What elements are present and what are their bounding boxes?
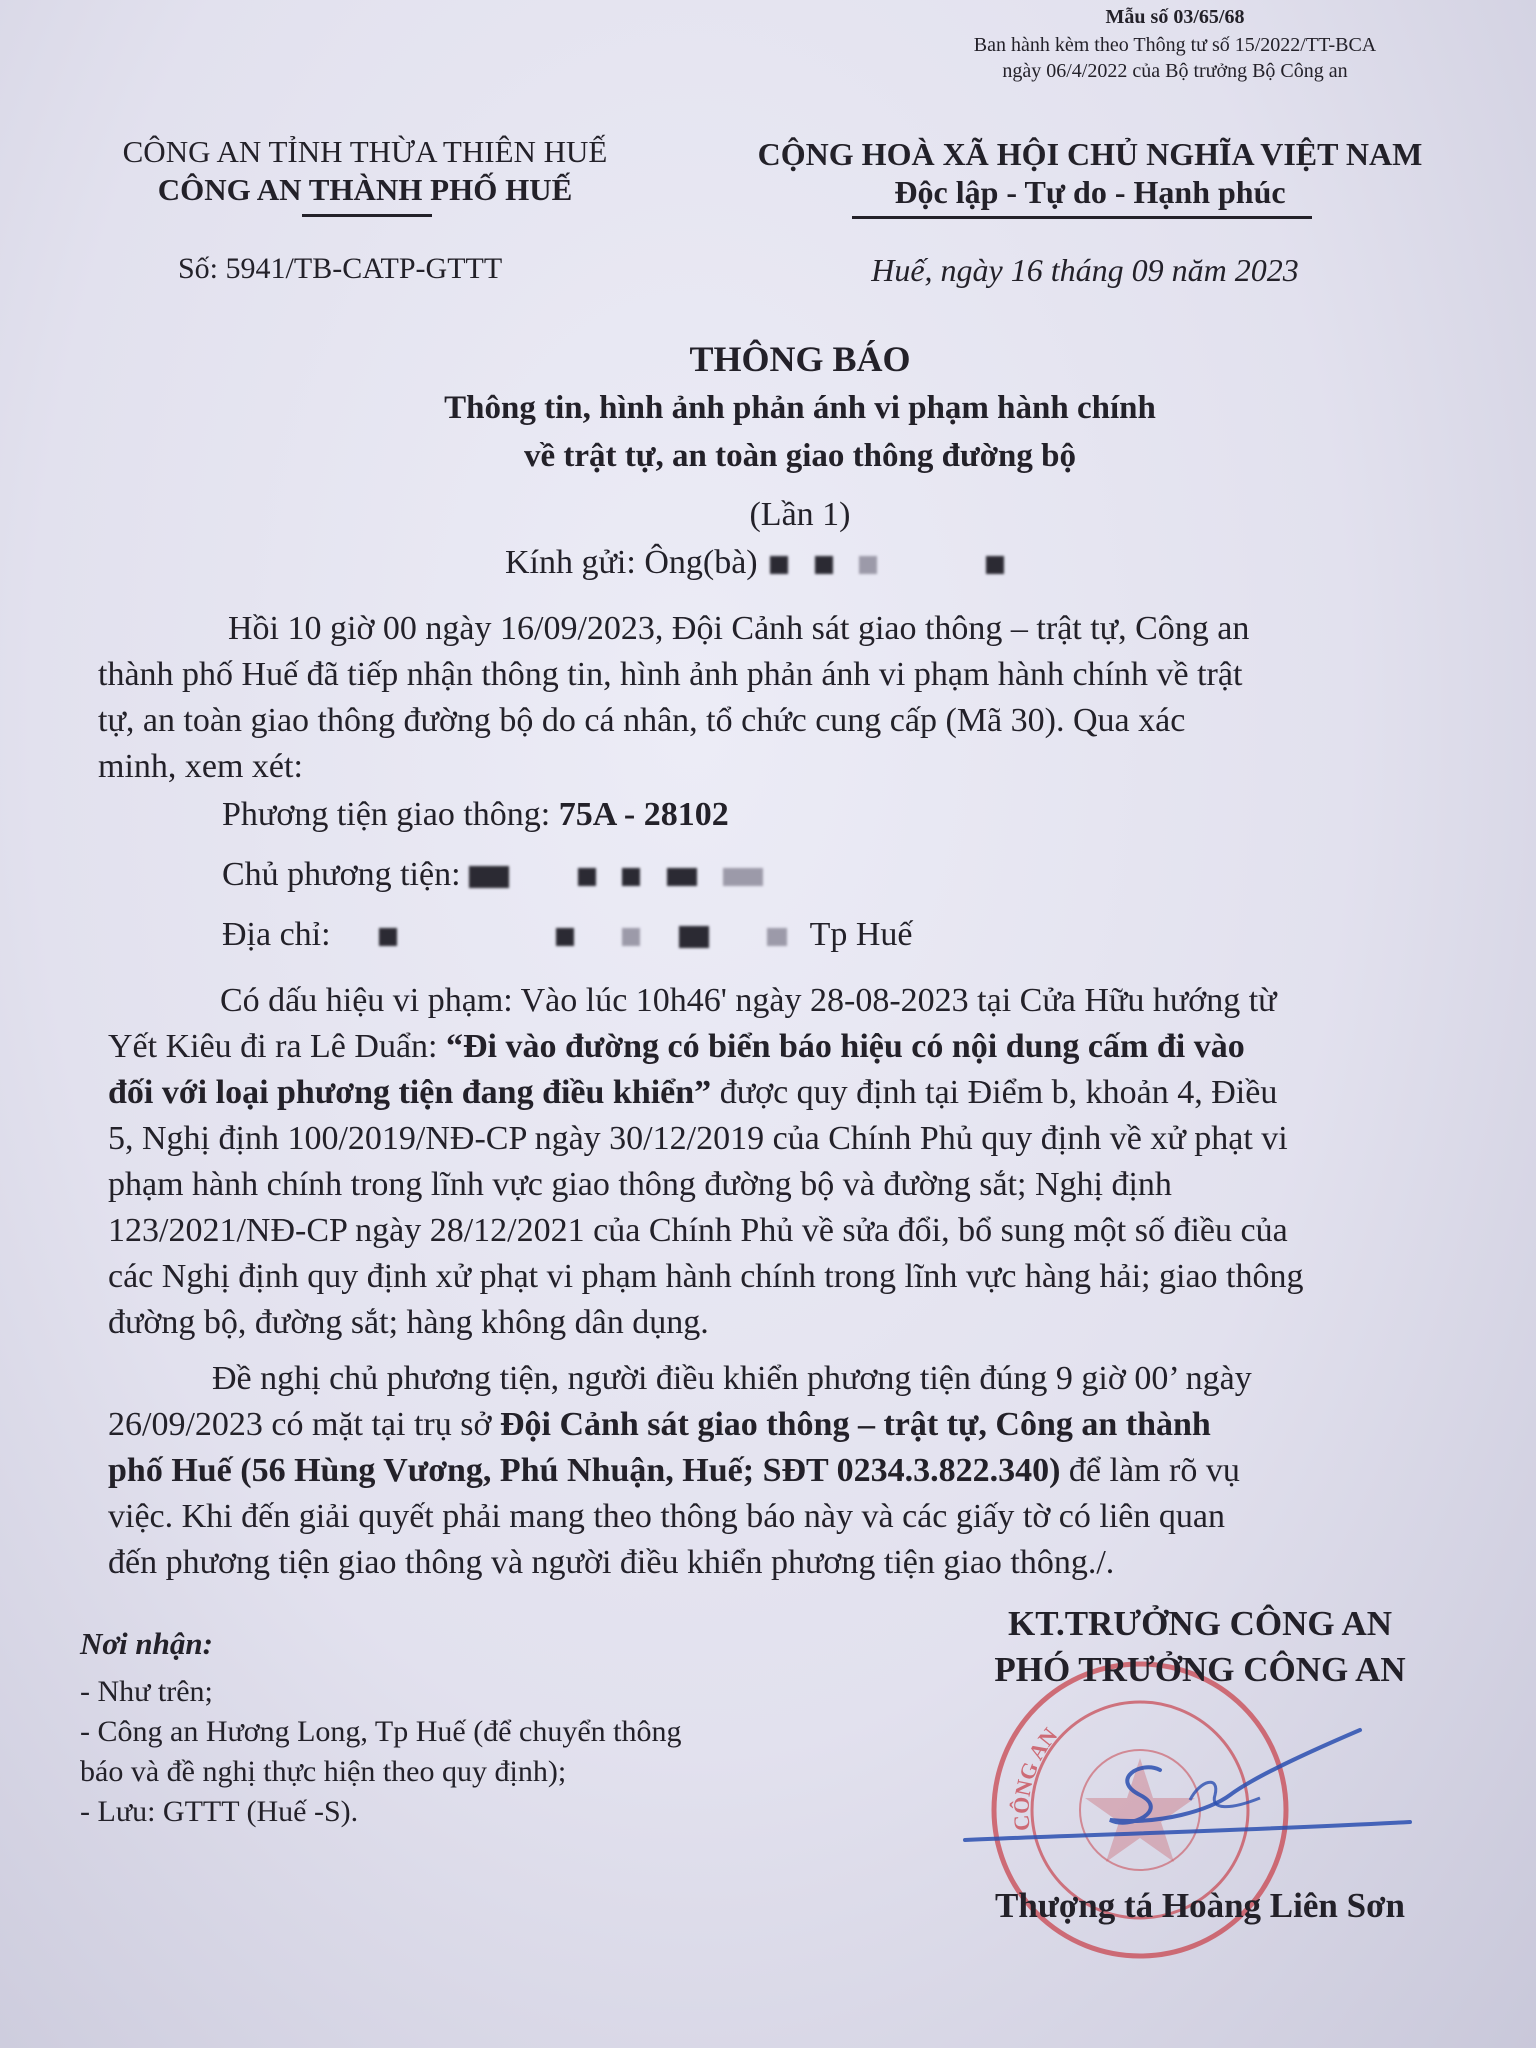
license-plate: 75A - 28102 bbox=[558, 796, 729, 833]
circular-date: ngày 06/4/2022 của Bộ trưởng Bộ Công an bbox=[1002, 60, 1348, 82]
address-line: Địa chỉ: Tp Huế bbox=[222, 916, 913, 953]
issuer-city: CÔNG AN THÀNH PHỐ HUẾ bbox=[157, 172, 573, 207]
redacted-address bbox=[379, 928, 397, 946]
signature-title-1: KT.TRƯỞNG CÔNG AN bbox=[1007, 1604, 1393, 1643]
document-title: THÔNG BÁO bbox=[689, 339, 911, 379]
form-number: Mẫu số 03/65/68 bbox=[1105, 6, 1245, 28]
document-subtitle-2: về trật tự, an toàn giao thông đường bộ bbox=[523, 438, 1076, 474]
document-subtitle-1: Thông tin, hình ảnh phản ánh vi phạm hành chính bbox=[444, 390, 1156, 426]
notice-round: (Lần 1) bbox=[749, 496, 851, 533]
redacted-owner bbox=[469, 866, 509, 888]
document-number: Số: 5941/TB-CATP-GTTT bbox=[178, 252, 503, 285]
issuer-province: CÔNG AN TỈNH THỪA THIÊN HUẾ bbox=[122, 134, 608, 169]
handwritten-signature bbox=[960, 1700, 1440, 1880]
recipients-heading: Nơi nhận: bbox=[80, 1626, 213, 1661]
addressee: Kính gửi: Ông(bà) bbox=[505, 544, 1004, 582]
circular-reference: Ban hành kèm theo Thông tư số 15/2022/TT-BCA bbox=[973, 34, 1377, 56]
owner-line: Chủ phương tiện: bbox=[222, 856, 763, 894]
motto-underline bbox=[852, 216, 1312, 219]
redacted-name bbox=[770, 556, 788, 574]
paragraph-request: Đề nghị chủ phương tiện, người điều khiển phương tiện đúng 9 giờ 00’ ngày 26/09/2023 có mặt tại trụ sở Đội Cảnh sát giao thông – trật tự, Công an thành phố Huế (56 Hùng Vương, Phú Nhuận, Huế; SĐT 0234.3.822.340) để làm rõ vụ việc. Khi đến giải quyết phải mang theo thông báo này và các giấy tờ có liên quan đến phương tiện giao thông và người điều khiển phương tiện giao thông./. bbox=[108, 1360, 1252, 1581]
national-motto: Độc lập - Tự do - Hạnh phúc bbox=[894, 174, 1286, 210]
signature-title-2: PHÓ TRƯỞNG CÔNG AN bbox=[994, 1650, 1406, 1689]
document-date: Huế, ngày 16 tháng 09 năm 2023 bbox=[871, 252, 1299, 288]
recipients-list bbox=[80, 1672, 681, 1832]
recipient-item: - Như trên; bbox=[80, 1675, 213, 1708]
seal-text: CÔNG AN bbox=[1008, 1722, 1063, 1832]
recipient-item: - Công an Hương Long, Tp Huế (để chuyển thông bbox=[80, 1715, 682, 1748]
issuer-underline bbox=[302, 214, 432, 217]
national-title: CỘNG HOÀ XÃ HỘI CHỦ NGHĨA VIỆT NAM bbox=[757, 136, 1423, 172]
signer-name: Thượng tá Hoàng Liên Sơn bbox=[995, 1886, 1405, 1925]
recipient-item: - Lưu: GTTT (Huế -S). bbox=[80, 1795, 359, 1828]
vehicle-line: Phương tiện giao thông: 75A - 28102 bbox=[222, 796, 729, 833]
paragraph-violation: Có dấu hiệu vi phạm: Vào lúc 10h46' ngày 28-08-2023 tại Cửa Hữu hướng từ Yết Kiêu đi ra Lê Duẩn: “Đi vào đường có biển báo hiệu có nội dung cấm đi vào đối với loại phương tiện đang điều khiển” được quy định tại Điểm b, khoản 4, Điều 5, Nghị định 100/2019/NĐ-CP ngày 30/12/2019 của Chính Phủ quy định về xử phạt vi phạm hành chính trong lĩnh vực giao thông đường bộ và đường sắt; Nghị định 123/2021/NĐ-CP ngày 28/12/2021 của Chính Phủ về sửa đổi, bổ sung một số điều của các Nghị định quy định xử phạt vi phạm hành chính trong lĩnh vực hàng hải; giao thông đường bộ, đường sắt; hàng không dân dụng. bbox=[108, 982, 1304, 1341]
recipient-item: báo và đề nghị thực hiện theo quy định); bbox=[80, 1755, 567, 1788]
paragraph-intro: Hồi 10 giờ 00 ngày 16/09/2023, Đội Cảnh sát giao thông – trật tự, Công an thành phố Huế đã tiếp nhận thông tin, hình ảnh phản ánh vi phạm hành chính về trật tự, an toàn giao thông đường bộ do cá nhân, tổ chức cung cấp (Mã 30). Qua xác minh, xem xét: bbox=[98, 610, 1250, 785]
